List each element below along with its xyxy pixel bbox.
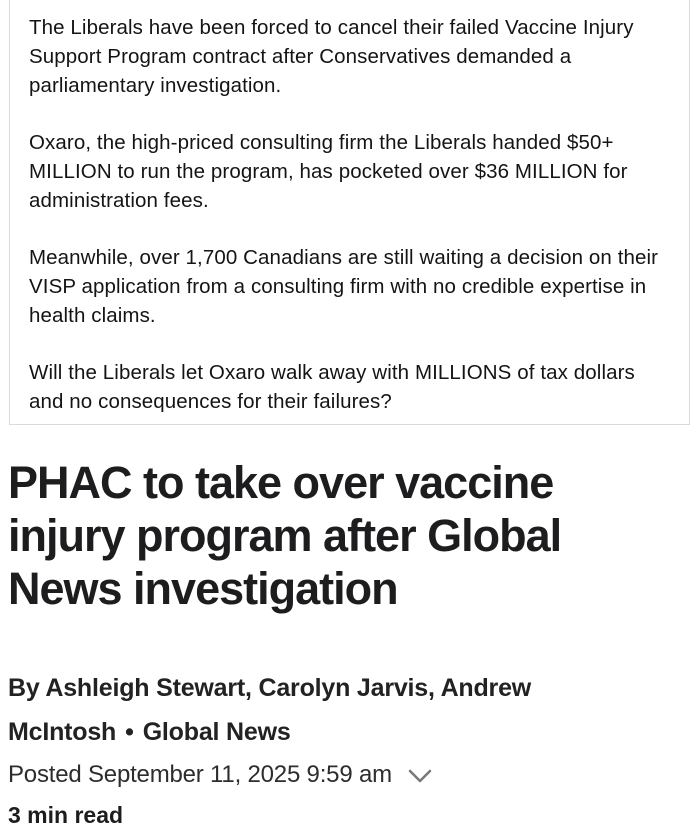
byline-authors: By Ashleigh Stewart, Carolyn Jarvis, Andrew McIntosh: [8, 674, 532, 746]
posted-row: [8, 761, 684, 789]
byline-source: Global News: [142, 718, 291, 746]
byline-separator-dot: •: [125, 718, 134, 746]
article-byline: [8, 666, 618, 754]
quote-paragraph: Meanwhile, over 1,700 Canadians are still waiting a decision on their VISP application from a consulting firm with no credible expertise in health claims.: [29, 246, 659, 327]
quoted-post-box: [9, 0, 690, 425]
quote-paragraph: The Liberals have been forced to cancel their failed Vaccine Injury Support Program contract after Conservatives demanded a parliamentary investigation.: [29, 16, 634, 97]
posted-timestamp: Posted September 11, 2025 9:59 am: [8, 761, 392, 788]
read-time: 3 min read: [8, 802, 124, 828]
quote-paragraph: Oxaro, the high-priced consulting firm the Liberals handed $50+ MILLION to run the program, has pocketed over $36 MILLION for administration fees.: [29, 131, 628, 212]
article-header: [0, 425, 694, 829]
chevron-down-icon[interactable]: [407, 768, 433, 786]
quote-paragraph: Will the Liberals let Oxaro walk away with MILLIONS of tax dollars and no consequences for their failures?: [29, 361, 635, 413]
article-headline: PHAC to take over vaccine injury program after Global News investigation: [8, 457, 562, 614]
